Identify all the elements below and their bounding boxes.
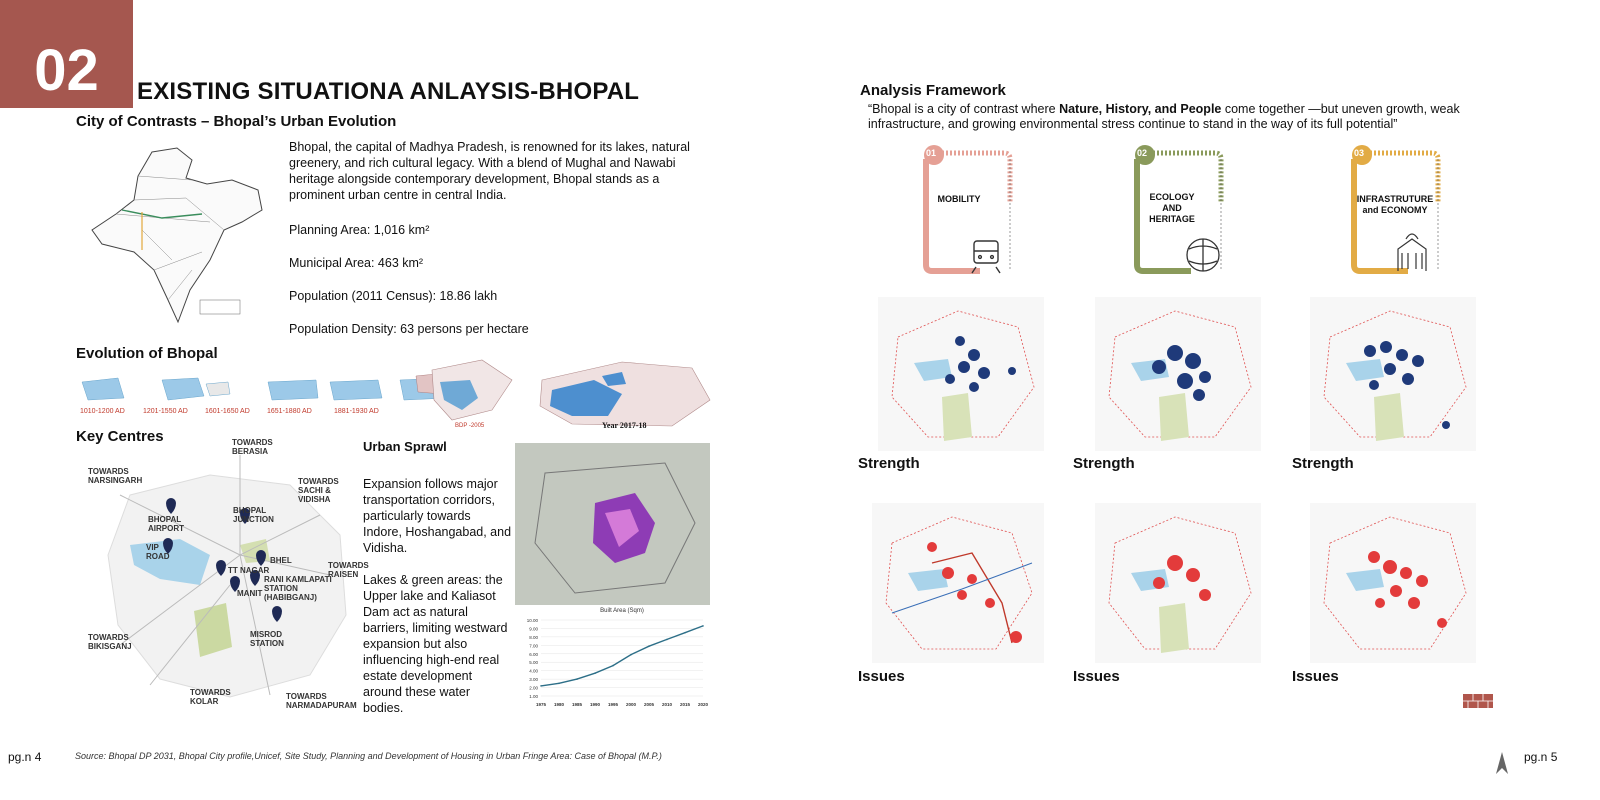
fact-municipal-area: Municipal Area: 463 km²	[289, 256, 424, 270]
fact-planning-area: Planning Area: 1,016 km²	[289, 223, 430, 237]
period-5: 1881-1930 AD	[334, 408, 379, 415]
globe-tree-icon	[1187, 239, 1219, 271]
chart-y-tick: 1.00	[529, 694, 538, 699]
dir-berasia: TOWARDS BERASIA	[232, 438, 273, 456]
built-area-chart	[513, 606, 713, 710]
arrow-logo-icon	[1496, 752, 1508, 779]
dir-narsingarh: TOWARDS NARSINGARH	[88, 467, 143, 485]
chart-x-tick: 1995	[607, 702, 619, 707]
chart-point	[540, 685, 542, 687]
satellite-image	[515, 443, 710, 605]
dir-bikisganj: TOWARDS BIKISGANJ	[88, 633, 132, 651]
chart-y-tick: 5.00	[529, 660, 538, 666]
place-airport: BHOPAL AIRPORT	[148, 515, 184, 533]
dir-kolar: TOWARDS KOLAR	[190, 688, 231, 706]
period-1: 1010-1200 AD	[80, 408, 125, 415]
issues-label-1: Issues	[858, 668, 905, 685]
place-ttnagar: TT NAGAR	[228, 566, 270, 575]
city-contrasts-heading: City of Contrasts – Bhopal’s Urban Evolution	[76, 113, 397, 130]
urban-sprawl-para1: Expansion follows major transportation corridors, particularly towards Indore, Hoshangabad, and Vidisha.	[363, 477, 512, 555]
issues-label-3: Issues	[1292, 668, 1339, 685]
section-number: 02	[34, 38, 99, 103]
analysis-heading: Analysis Framework	[860, 82, 1006, 99]
india-map	[82, 140, 282, 330]
period-4: 1651-1880 AD	[267, 408, 312, 415]
infrastructure-strength-map	[1310, 297, 1476, 451]
building-icon	[1398, 234, 1426, 271]
place-bhel: BHEL	[270, 556, 292, 565]
period-2: 1201-1550 AD	[143, 408, 188, 415]
page-number-left: pg.n 4	[8, 750, 42, 764]
frame-3-number: 03	[1354, 148, 1365, 158]
chart-x-tick: 1980	[553, 702, 565, 707]
frame-2-number: 02	[1137, 148, 1148, 158]
chart-x-tick: 2020	[697, 702, 709, 707]
chart-point	[648, 645, 650, 647]
chart-point	[630, 654, 632, 656]
page-title: EXISTING SITUATIONA ANLAYSIS-BHOPAL	[137, 78, 640, 105]
quote-bold: Nature, History, and People	[1059, 102, 1222, 116]
frame-1-label: MOBILITY	[937, 194, 981, 204]
dir-raisen: TOWARDS RAISEN	[328, 561, 369, 579]
chart-x-tick: 2000	[625, 702, 637, 707]
place-manit: MANIT	[237, 589, 263, 598]
frame-2-label: ECOLOGY AND HERITAGE	[1149, 192, 1195, 224]
year-label: Year 2017-18	[602, 421, 647, 430]
key-centres-heading: Key Centres	[76, 428, 164, 445]
dir-narmadapuram: TOWARDS NARMADAPURAM	[286, 692, 357, 710]
evolution-heading: Evolution of Bhopal	[76, 345, 218, 362]
chart-point	[702, 625, 704, 627]
mobility-issues-map	[872, 503, 1044, 663]
ecology-issues-map	[1095, 503, 1261, 663]
dir-sanchi: TOWARDS SACHI & VIDISHA	[298, 477, 339, 504]
section-number-badge	[0, 0, 133, 108]
source-text: Source: Bhopal DP 2031, Bhopal City profile,Unicef, Site Study, Planning and Development of Housing in Urban Fringe Area: Case of Bhopal (M.P.)	[75, 751, 662, 761]
analysis-quote	[868, 102, 1488, 132]
bdp-label: BDP -2005	[455, 423, 485, 429]
chart-x-tick: 2010	[661, 702, 673, 707]
brick-icon	[1463, 694, 1493, 708]
chart-point	[612, 665, 614, 667]
strength-label-3: Strength	[1292, 455, 1354, 472]
fact-density: Population Density: 63 persons per hectare	[289, 322, 529, 336]
strength-label-1: Strength	[858, 455, 920, 472]
mobility-strength-map	[878, 297, 1044, 451]
issues-label-2: Issues	[1073, 668, 1120, 685]
chart-point	[594, 672, 596, 674]
chart-y-tick: 3.00	[529, 677, 538, 683]
chart-point	[558, 683, 560, 685]
chart-y-tick: 6.00	[529, 651, 538, 657]
chart-point	[666, 639, 668, 641]
chart-y-tick: 2.00	[529, 685, 538, 691]
chart-x-tick: 2015	[679, 702, 691, 707]
place-misrod: MISROD STATION	[250, 630, 284, 648]
frame-1-number: 01	[926, 148, 937, 158]
built-area-chart-svg	[513, 606, 713, 710]
chart-point	[684, 632, 686, 634]
chart-x-tick: 2005	[643, 702, 655, 707]
place-junction: BHOPAL JUNCTION	[233, 506, 274, 524]
ecology-strength-map	[1095, 297, 1261, 451]
quote-part-1: “Bhopal is a city of contrast where	[868, 102, 1060, 116]
chart-title: Built Area (Sqm)	[600, 608, 644, 614]
place-vip: VIP ROAD	[146, 543, 170, 561]
chart-y-tick: 10.00	[526, 618, 538, 623]
chart-x-tick: 1975	[535, 702, 547, 707]
growth-maps	[422, 350, 712, 430]
chart-y-tick: 9.00	[529, 626, 538, 632]
urban-sprawl-para2: Lakes & green areas: the Upper lake and Kaliasot Dam act as natural barriers, limiting westward expansion but also influencing high-end real estate development around these water bodies.	[363, 573, 508, 715]
chart-series-line	[541, 626, 703, 686]
chart-y-tick: 4.00	[529, 668, 538, 674]
chart-x-tick: 1990	[589, 702, 601, 707]
chart-x-tick: 1985	[571, 702, 583, 707]
infrastructure-issues-map	[1310, 503, 1476, 663]
quote-part-2: come together —but uneven growth, weak infrastructure, and growing environmental stress continue to stand in the way of its full potential”	[868, 102, 1460, 131]
urban-sprawl-heading: Urban Sprawl	[363, 439, 447, 454]
page-number-right: pg.n 5	[1524, 750, 1558, 764]
frame-mobility	[912, 143, 1017, 278]
period-3: 1601-1650 AD	[205, 408, 250, 415]
strength-label-2: Strength	[1073, 455, 1135, 472]
place-rani: RANI KAMLAPATI STATION (HABIBGANJ)	[264, 575, 332, 602]
chart-point	[576, 678, 578, 680]
chart-y-tick: 8.00	[529, 634, 538, 640]
chart-y-tick: 7.00	[529, 643, 538, 649]
fact-population: Population (2011 Census): 18.86 lakh	[289, 289, 498, 303]
frame-3-label: INFRASTRUTURE and ECONOMY	[1356, 194, 1434, 215]
city-intro-text: Bhopal, the capital of Madhya Pradesh, is renowned for its lakes, natural greenery, and rich cultural legacy. With a blend of Mughal and Nawabi heritage alongside contemporary development, Bhopal stands as a prominent urban centre in central India.	[289, 140, 690, 202]
